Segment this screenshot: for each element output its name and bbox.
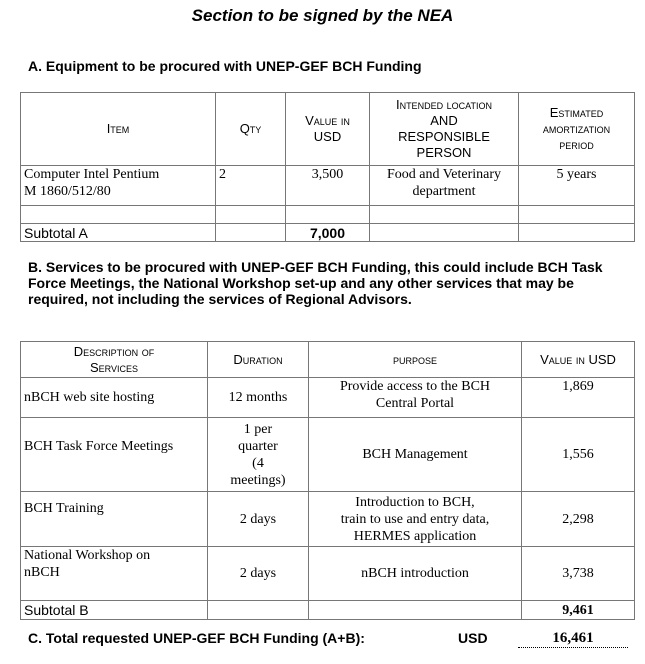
cell-purpose (309, 492, 522, 547)
header-period (519, 93, 635, 166)
cell-description: BCH Training (21, 492, 208, 547)
header-period-line1: Estimated (549, 105, 604, 120)
table-row (21, 547, 635, 601)
empty-cell (519, 224, 635, 242)
cell-duration-line4: meetings) (230, 472, 286, 488)
empty-cell (208, 601, 309, 620)
subtotal-a-label: Subtotal A (21, 224, 216, 242)
header-location (370, 93, 519, 166)
header-description (21, 342, 208, 378)
cell-location (370, 166, 519, 206)
cell-purpose-line2: train to use and entry data, (340, 511, 490, 527)
section-title: Section to be signed by the NEA (191, 6, 454, 25)
empty-cell (286, 206, 370, 224)
cell-purpose (309, 378, 522, 418)
empty-cell (21, 206, 216, 224)
cell-duration-line3: (4 (252, 455, 264, 471)
cell-purpose: BCH Management (309, 418, 522, 492)
subtotal-a-row (21, 224, 635, 242)
cell-value: 1,869 (522, 378, 635, 418)
table-row (21, 418, 635, 492)
cell-duration: 2 days (208, 492, 309, 547)
subtotal-a-value: 7,000 (286, 224, 370, 242)
header-qty: Qty (216, 93, 286, 166)
empty-cell (370, 206, 519, 224)
section-a-heading: A. Equipment to be procured with UNEP-GEF BCH Funding (28, 58, 422, 74)
cell-location-line1: Food and Veterinary (386, 167, 502, 182)
subtotal-b-value: 9,461 (522, 601, 635, 620)
cell-duration: 12 months (208, 378, 309, 418)
subtotal-b-label: Subtotal B (21, 601, 208, 620)
cell-description: nBCH web site hosting (21, 378, 208, 418)
cell-value: 3,500 (286, 166, 370, 206)
equipment-header-row (21, 93, 635, 166)
cell-description: BCH Task Force Meetings (21, 418, 208, 492)
empty-cell (309, 601, 522, 620)
empty-cell (216, 206, 286, 224)
header-description-line1: Description of (73, 343, 155, 359)
header-item: Item (21, 93, 216, 166)
cell-purpose-line3: HERMES application (353, 528, 477, 544)
empty-cell (370, 224, 519, 242)
cell-duration-line1: 1 per (243, 421, 273, 437)
section-b-heading (28, 259, 603, 307)
cell-purpose-line1: Introduction to BCH, (355, 494, 475, 510)
table-row-empty (21, 206, 635, 224)
cell-purpose-line1: Provide access to the BCH (339, 379, 491, 394)
cell-value: 2,298 (522, 492, 635, 547)
section-b-heading-line3: required, not including the services of Regional Advisors. (28, 291, 412, 307)
services-header-row (21, 342, 635, 378)
services-table (20, 341, 635, 620)
cell-duration-line2: quarter (238, 438, 278, 454)
total-currency: USD (458, 630, 488, 646)
cell-duration (208, 418, 309, 492)
table-row (21, 378, 635, 418)
header-location-line2: AND (430, 113, 458, 128)
header-purpose: purpose (309, 342, 522, 378)
subtotal-b-row (21, 601, 635, 620)
total-requested-row (28, 630, 638, 648)
header-location-line4: PERSON (416, 145, 472, 160)
cell-qty: 2 (216, 166, 286, 206)
cell-item (21, 166, 216, 206)
cell-duration: 2 days (208, 547, 309, 601)
cell-purpose-line2: Central Portal (375, 396, 455, 411)
header-description-line2: Services (89, 359, 139, 375)
header-period-line3: period (559, 137, 594, 152)
header-duration: Duration (208, 342, 309, 378)
total-value: 16,461 (518, 630, 628, 648)
empty-cell (216, 224, 286, 242)
total-label: C. Total requested UNEP-GEF BCH Funding (A+B): (28, 630, 365, 646)
cell-item-line1: Computer Intel Pentium (24, 167, 160, 182)
cell-value: 1,556 (522, 418, 635, 492)
header-value-line2: USD (313, 129, 342, 144)
header-value-line1: Value in (305, 113, 350, 128)
table-row (21, 166, 635, 206)
empty-cell (519, 206, 635, 224)
header-value (286, 93, 370, 166)
section-b-heading-line2: Force Meetings, the National Workshop set-up and any other services that may be (28, 275, 574, 291)
section-b-heading-line1: B. Services to be procured with UNEP-GEF BCH Funding, this could include BCH Task (28, 259, 603, 275)
cell-description-line2: nBCH (24, 565, 60, 580)
header-location-line3: RESPONSIBLE (398, 129, 490, 144)
cell-item-line2: M 1860/512/80 (24, 184, 111, 199)
header-location-line1: Intended location (395, 97, 493, 112)
cell-period: 5 years (519, 166, 635, 206)
table-row (21, 492, 635, 547)
cell-description-line1: National Workshop on (24, 548, 151, 563)
header-period-line2: amortization (542, 121, 611, 136)
equipment-table (20, 92, 635, 242)
cell-location-line2: department (412, 184, 476, 199)
cell-description (21, 547, 208, 601)
cell-value: 3,738 (522, 547, 635, 601)
header-value-usd: Value in USD (522, 342, 635, 378)
cell-purpose: nBCH introduction (309, 547, 522, 601)
